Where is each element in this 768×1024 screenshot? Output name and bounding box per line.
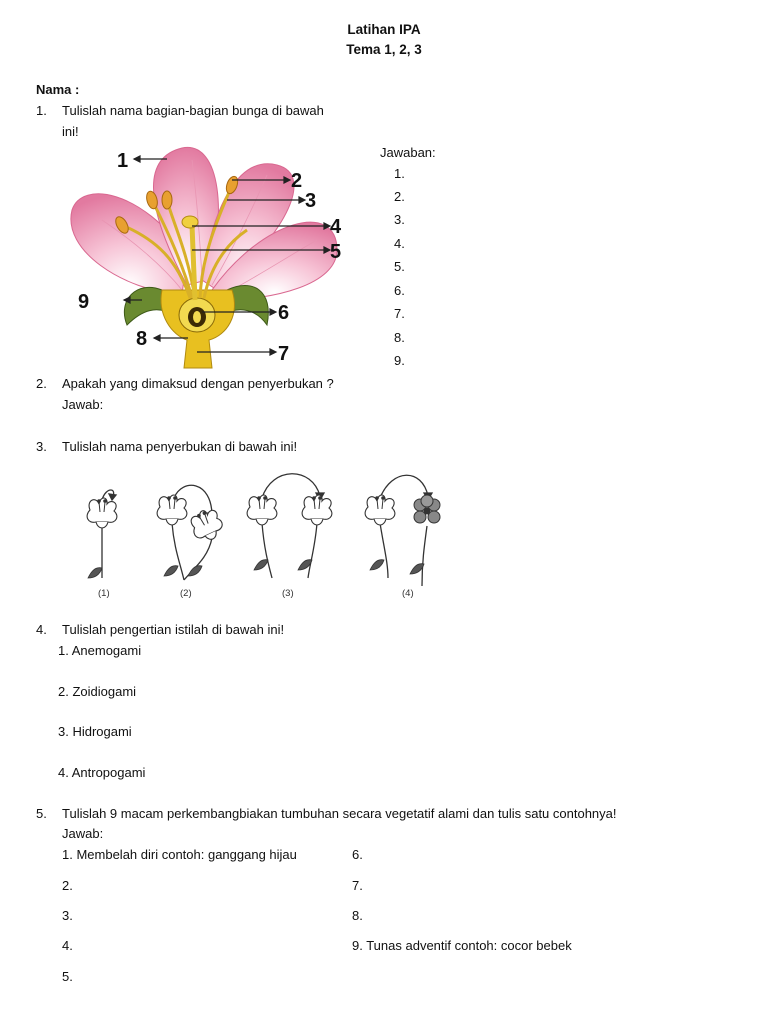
q5-right-9: 9. Tunas adventif contoh: cocor bebek: [352, 938, 572, 953]
q1-text-cont: ini!: [62, 124, 79, 139]
q5-right-8: 8.: [352, 908, 363, 923]
q5-text: Tulislah 9 macam perkembangbiakan tumbuhan secara vegetatif alami dan tulis satu contohnya!: [62, 806, 617, 821]
name-label: Nama :: [36, 82, 80, 97]
flower-diagram: [62, 140, 362, 370]
figure-label-3: (3): [282, 588, 294, 599]
q1-answer-8: 8.: [394, 330, 405, 345]
q1-answer-7: 7.: [394, 306, 405, 321]
q1-text: Tulislah nama bagian-bagian bunga di bawah: [62, 103, 324, 118]
q1-number: 1.: [36, 103, 47, 118]
diagram-label-9: 9: [78, 291, 90, 313]
q1-answer-6: 6.: [394, 283, 405, 298]
q5-left-3: 3.: [62, 908, 73, 923]
q2-answer-label: Jawab:: [62, 397, 104, 412]
diagram-label-3: 3: [305, 190, 317, 212]
diagram-label-6: 6: [278, 302, 290, 324]
q5-left-1: 1. Membelah diri contoh: ganggang hijau: [62, 847, 297, 862]
figure-label-1: (1): [98, 588, 110, 599]
q5-left-2: 2.: [62, 878, 73, 893]
q1-answer-4: 4.: [394, 236, 405, 251]
diagram-label-8: 8: [136, 328, 148, 350]
page-subtitle: Tema 1, 2, 3: [346, 42, 422, 57]
q1-answer-3: 3.: [394, 212, 405, 227]
q1-answer-2: 2.: [394, 189, 405, 204]
diagram-label-2: 2: [291, 170, 303, 192]
q5-number: 5.: [36, 806, 47, 821]
q5-left-5: 5.: [62, 969, 73, 984]
q4-item-4: 4. Antropogami: [58, 765, 146, 780]
q4-item-2: 2. Zoidiogami: [58, 684, 137, 699]
page-title: Latihan IPA: [347, 22, 421, 37]
diagram-label-7: 7: [278, 343, 290, 365]
q4-text: Tulislah pengertian istilah di bawah ini!: [62, 622, 285, 637]
q4-number: 4.: [36, 622, 47, 637]
figure-label-2: (2): [180, 588, 192, 599]
q4-item-1: 1. Anemogami: [58, 643, 142, 658]
q5-right-6: 6.: [352, 847, 363, 862]
diagram-label-5: 5: [330, 241, 342, 263]
pollination-figure: [62, 468, 452, 603]
figure-label-4: (4): [402, 588, 414, 599]
q5-right-7: 7.: [352, 878, 363, 893]
q1-answer-1: 1.: [394, 166, 405, 181]
q2-number: 2.: [36, 376, 47, 391]
q4-item-3: 3. Hidrogami: [58, 724, 132, 739]
q1-answer-9: 9.: [394, 353, 405, 368]
q2-text: Apakah yang dimaksud dengan penyerbukan ?: [62, 376, 334, 391]
diagram-label-4: 4: [330, 216, 342, 238]
q5-left-4: 4.: [62, 938, 73, 953]
q3-number: 3.: [36, 439, 47, 454]
q5-answer-label: Jawab:: [62, 826, 104, 841]
q1-answer-5: 5.: [394, 259, 405, 274]
q3-text: Tulislah nama penyerbukan di bawah ini!: [62, 439, 298, 454]
diagram-label-1: 1: [117, 150, 129, 172]
q1-answer-label: Jawaban:: [380, 145, 436, 160]
